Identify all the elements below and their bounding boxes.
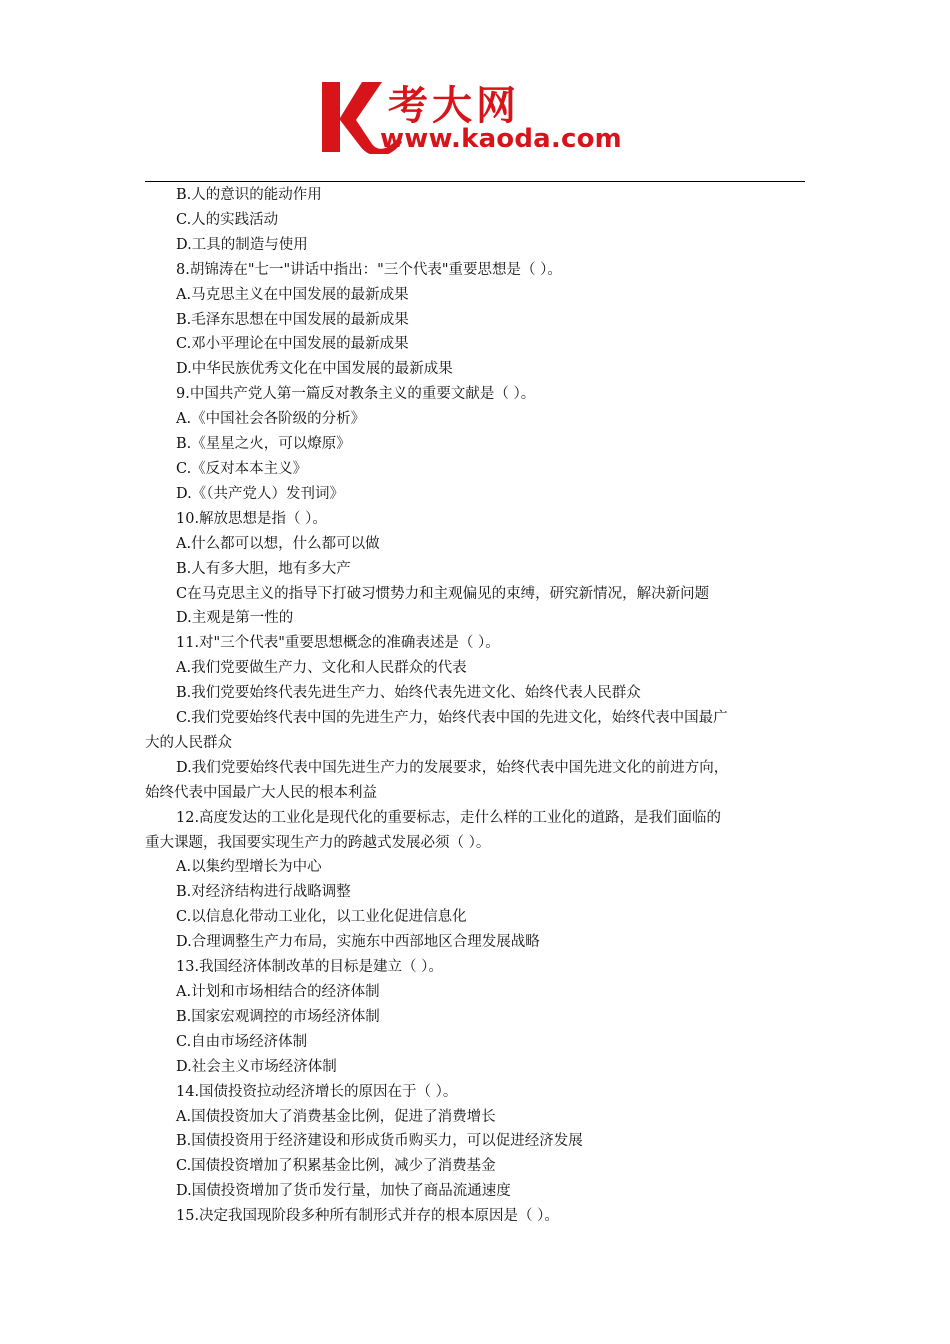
option-line: D.主观是第一性的 (176, 610, 294, 627)
option-line-continuation: 始终代表中国最广大人民的根本利益 (145, 784, 377, 801)
option-line: B.国家宏观调控的市场经济体制 (176, 1008, 380, 1025)
option-line: A.国债投资加大了消费基金比例，促进了消费增长 (176, 1108, 496, 1125)
question-line: 14.国债投资拉动经济增长的原因在于（ ）。 (176, 1083, 458, 1100)
option-line: C.人的实践活动 (176, 211, 279, 228)
option-line: A.以集约型增长为中心 (176, 859, 322, 876)
document-body (145, 183, 807, 1229)
question-line: 10.解放思想是指（ ）。 (176, 510, 327, 527)
option-line: D.中华民族优秀文化在中国发展的最新成果 (176, 361, 453, 378)
question-line: 15.决定我国现阶段多种所有制形式并存的根本原因是（ ）。 (176, 1208, 559, 1225)
option-line: D.社会主义市场经济体制 (176, 1058, 337, 1075)
option-line: C.邓小平理论在中国发展的最新成果 (176, 336, 409, 353)
option-line: A.我们党要做生产力、文化和人民群众的代表 (176, 660, 467, 677)
question-line: 11.对"三个代表"重要思想概念的准确表述是（ ）。 (176, 635, 500, 652)
question-line: 9.中国共产党人第一篇反对教条主义的重要文献是（ ）。 (176, 386, 536, 403)
kaoda-logo (318, 80, 638, 162)
logo-chinese-text: 考大网 (388, 83, 520, 129)
option-line: B.《星星之火，可以燎原》 (176, 436, 351, 453)
option-line: C在马克思主义的指导下打破习惯势力和主观偏见的束缚，研究新情况，解决新问题 (176, 585, 710, 602)
question-line-continuation: 重大课题，我国要实现生产力的跨越式发展必须（ ）。 (145, 834, 491, 851)
option-line: A.马克思主义在中国发展的最新成果 (176, 286, 409, 303)
option-line: C.国债投资增加了积累基金比例，减少了消费基金 (176, 1158, 496, 1175)
option-line: B.对经济结构进行战略调整 (176, 884, 351, 901)
option-line: C.我们党要始终代表中国的先进生产力，始终代表中国的先进文化，始终代表中国最广 (176, 710, 728, 727)
question-line: 12.高度发达的工业化是现代化的重要标志，走什么样的工业化的道路，是我们面临的 (176, 809, 722, 826)
option-line: C.以信息化带动工业化，以工业化促进信息化 (176, 909, 467, 926)
option-line: B.人的意识的能动作用 (176, 187, 322, 203)
option-line: B.人有多大胆，地有多大产 (176, 560, 351, 577)
option-line: D.《（共产党人）发刊词》 (176, 485, 344, 502)
option-line: B.国债投资用于经济建设和形成货币购买力，可以促进经济发展 (176, 1133, 583, 1150)
question-line: 13.我国经济体制改革的目标是建立（ ）。 (176, 959, 443, 976)
option-line-continuation: 大的人民群众 (145, 734, 232, 751)
option-line: D.国债投资增加了货币发行量，加快了商品流通速度 (176, 1183, 511, 1200)
header-divider (145, 181, 805, 182)
option-line: C.自由市场经济体制 (176, 1033, 308, 1050)
option-line: A.《中国社会各阶级的分析》 (176, 411, 366, 428)
option-line: A.计划和市场相结合的经济体制 (176, 984, 380, 1000)
question-line: 8.胡锦涛在"七一"讲话中指出："三个代表"重要思想是（ ）。 (176, 261, 562, 278)
option-line: A.什么都可以想，什么都可以做 (176, 535, 380, 552)
option-line: B.毛泽东思想在中国发展的最新成果 (176, 311, 409, 328)
option-line: D.合理调整生产力布局，实施东中西部地区合理发展战略 (176, 934, 540, 951)
option-line: B.我们党要始终代表先进生产力、始终代表先进文化、始终代表人民群众 (176, 685, 641, 702)
option-line: D.工具的制造与使用 (176, 236, 308, 253)
logo-url-text: www.kaoda.com (380, 124, 622, 154)
option-line: C.《反对本本主义》 (176, 460, 308, 477)
option-line: D.我们党要始终代表中国先进生产力的发展要求，始终代表中国先进文化的前进方向， (176, 759, 729, 776)
